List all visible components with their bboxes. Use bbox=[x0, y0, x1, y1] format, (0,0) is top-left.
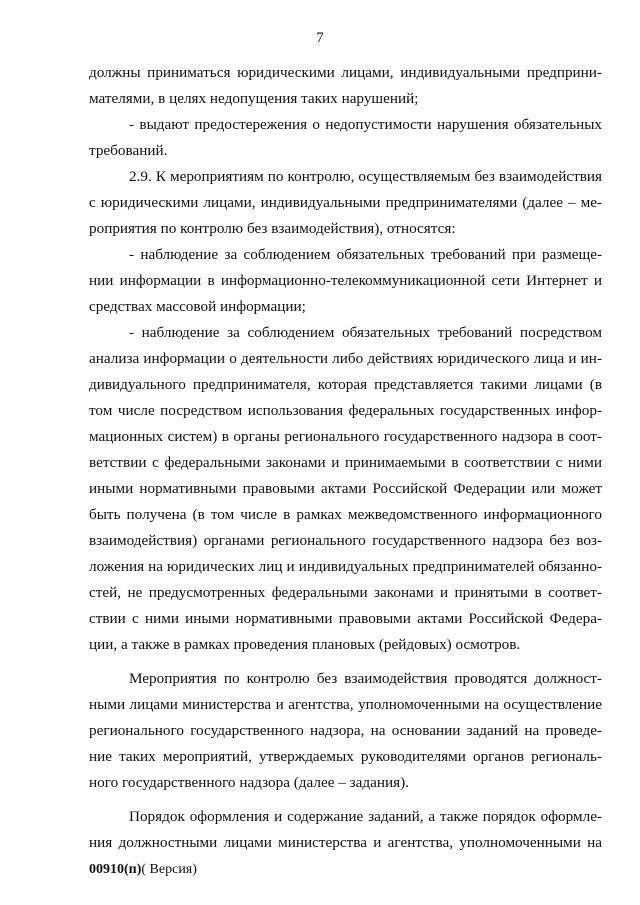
text-line: ции, а также в рамках проведения плановых (рейдовых) осмотров. bbox=[89, 636, 521, 653]
paragraph bbox=[89, 112, 602, 164]
text-line: ния должностными лицами министерства и агентства, уполномоченными на bbox=[89, 834, 602, 851]
document-footer bbox=[89, 862, 197, 878]
text-line: мателями, в целях недопущения таких нарушений; bbox=[89, 90, 419, 107]
text-line: анализа информации о деятельности либо действиях юридического лица и ин- bbox=[89, 350, 602, 367]
document-version: ( Версия) bbox=[141, 862, 197, 877]
text-line: роприятия по контролю без взаимодействия), относятся: bbox=[89, 220, 456, 237]
paragraph-gap bbox=[89, 658, 602, 666]
page-number: 7 bbox=[316, 30, 324, 46]
text-line: взаимодействия) органами регионального государственного надзора без воз- bbox=[89, 532, 602, 549]
text-line: - выдают предостережения о недопустимости нарушения обязательных bbox=[129, 116, 602, 133]
text-line: иными нормативными правовыми актами Российской Федерации или может bbox=[89, 480, 602, 497]
text-line: ного государственного надзора (далее – задания). bbox=[89, 774, 409, 791]
text-line: - наблюдение за соблюдением обязательных требований при размеще- bbox=[129, 246, 602, 263]
text-line: - наблюдение за соблюдением обязательных требований посредством bbox=[129, 324, 602, 341]
text-line: дивидуального предпринимателя, которая представляется такими лицами (в bbox=[89, 376, 602, 393]
text-line: быть получена (в том числе в рамках межведомственного информационного bbox=[89, 506, 602, 523]
paragraph bbox=[89, 320, 602, 658]
text-line: ложения на юридических лиц и индивидуальных предпринимателей обязанно- bbox=[89, 558, 602, 575]
text-line: стей, не предусмотренных федеральными законами и принятыми в соответ- bbox=[89, 584, 602, 601]
text-line: регионального государственного надзора, на основании заданий на проведе- bbox=[89, 722, 602, 739]
text-line: ветствии с федеральными законами и принимаемыми в соответствии с ними bbox=[89, 454, 602, 471]
text-line: ние таких мероприятий, утверждаемых руководителями органов региональ- bbox=[89, 748, 602, 765]
paragraph bbox=[89, 804, 602, 856]
text-line: мационных систем) в органы регионального государственного надзора в соот- bbox=[89, 428, 602, 445]
text-line: с юридическими лицами, индивидуальными предпринимателями (далее – ме- bbox=[89, 194, 602, 211]
text-line: Порядок оформления и содержание заданий, а также порядок оформле- bbox=[129, 808, 602, 825]
paragraph bbox=[89, 60, 602, 112]
text-line: Мероприятия по контролю без взаимодействия проводятся должност- bbox=[129, 670, 602, 687]
text-line: нии информации в информационно-телекоммуникационной сети Интернет и bbox=[89, 272, 602, 289]
text-line: средствах массовой информации; bbox=[89, 298, 306, 315]
text-line: ствии с ними иными нормативными правовыми актами Российской Федера- bbox=[89, 610, 602, 627]
paragraph bbox=[89, 666, 602, 796]
text-line: 2.9. К мероприятиям по контролю, осуществляемым без взаимодействия bbox=[129, 168, 602, 185]
paragraph bbox=[89, 242, 602, 320]
paragraph bbox=[89, 164, 602, 242]
text-line: требований. bbox=[89, 142, 168, 159]
text-line: должны приниматься юридическими лицами, индивидуальными предприни- bbox=[89, 64, 602, 81]
text-line: ными лицами министерства и агентства, уполномоченными на осуществление bbox=[89, 696, 602, 713]
document-code: 00910(п) bbox=[89, 862, 142, 877]
document-body bbox=[89, 60, 602, 856]
paragraph-gap bbox=[89, 796, 602, 804]
text-line: том числе посредством использования федеральных государственных инфор- bbox=[89, 402, 602, 419]
